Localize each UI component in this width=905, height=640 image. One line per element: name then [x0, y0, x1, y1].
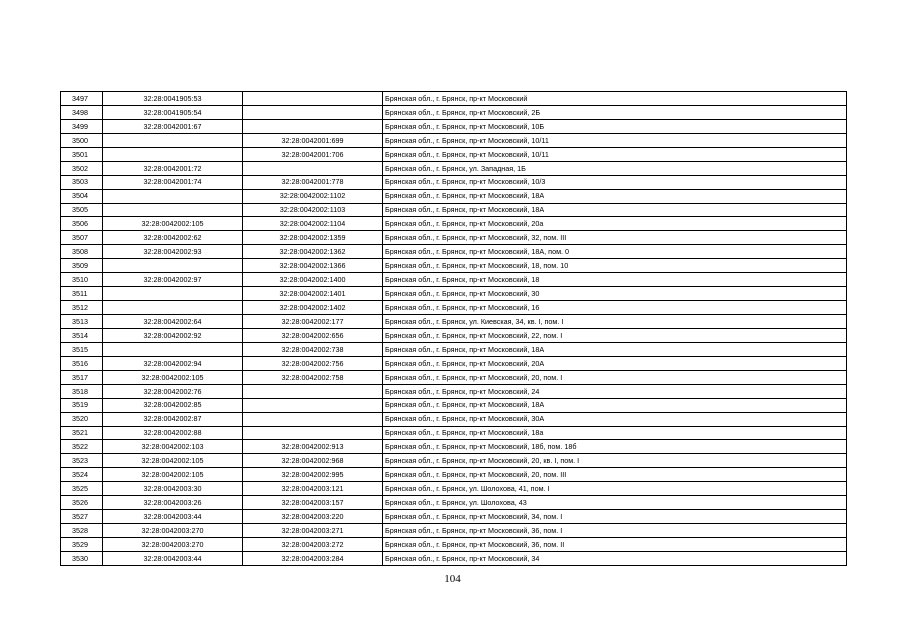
table-row — [61, 412, 847, 426]
cadastral-number-cell: 32:28:0042003:44 — [103, 510, 243, 524]
table-row — [61, 496, 847, 510]
object-cadastral-number-cell: 32:28:0042003:272 — [243, 538, 383, 552]
cadastral-number-cell: 32:28:0042002:64 — [103, 315, 243, 329]
object-cadastral-number-cell — [243, 119, 383, 133]
address-cell: Брянская обл., г. Брянск, пр-кт Московский, 36, пом. I — [383, 524, 847, 538]
table-row — [61, 454, 847, 468]
address-cell: Брянская обл., г. Брянск, пр-кт Московский, 20а — [383, 217, 847, 231]
cadastral-number-cell: 32:28:0042002:105 — [103, 217, 243, 231]
table-row — [61, 356, 847, 370]
table-row — [61, 468, 847, 482]
object-cadastral-number-cell — [243, 161, 383, 175]
cadastral-number-cell: 32:28:0041905:53 — [103, 92, 243, 106]
object-cadastral-number-cell: 32:28:0042001:778 — [243, 175, 383, 189]
row-number-cell: 3525 — [61, 482, 103, 496]
cadastral-number-cell: 32:28:0042002:92 — [103, 328, 243, 342]
object-cadastral-number-cell: 32:28:0042002:1366 — [243, 259, 383, 273]
table-row — [61, 189, 847, 203]
row-number-cell: 3527 — [61, 510, 103, 524]
table-row — [61, 342, 847, 356]
cadastral-number-cell: 32:28:0042002:87 — [103, 412, 243, 426]
object-cadastral-number-cell: 32:28:0042002:656 — [243, 328, 383, 342]
table-row — [61, 510, 847, 524]
cadastral-number-cell: 32:28:0042002:85 — [103, 398, 243, 412]
object-cadastral-number-cell: 32:28:0042002:968 — [243, 454, 383, 468]
object-cadastral-number-cell: 32:28:0042001:706 — [243, 147, 383, 161]
table-row — [61, 482, 847, 496]
row-number-cell: 3501 — [61, 147, 103, 161]
object-cadastral-number-cell: 32:28:0042003:284 — [243, 551, 383, 565]
table-row — [61, 426, 847, 440]
object-cadastral-number-cell: 32:28:0042003:157 — [243, 496, 383, 510]
address-cell: Брянская обл., г. Брянск, ул. Киевская, 34, кв. I, пом. I — [383, 315, 847, 329]
row-number-cell: 3520 — [61, 412, 103, 426]
cadastral-number-cell: 32:28:0042002:88 — [103, 426, 243, 440]
table-row — [61, 301, 847, 315]
cadastral-number-cell — [103, 189, 243, 203]
row-number-cell: 3500 — [61, 133, 103, 147]
object-cadastral-number-cell: 32:28:0042002:1402 — [243, 301, 383, 315]
address-cell: Брянская обл., г. Брянск, пр-кт Московский, 20, кв. I, пом. I — [383, 454, 847, 468]
address-cell: Брянская обл., г. Брянск, пр-кт Московский, 30А — [383, 412, 847, 426]
table-row — [61, 175, 847, 189]
object-cadastral-number-cell: 32:28:0042002:1359 — [243, 231, 383, 245]
address-cell: Брянская обл., г. Брянск, пр-кт Московский, 34, пом. I — [383, 510, 847, 524]
table-row — [61, 328, 847, 342]
object-cadastral-number-cell: 32:28:0042002:1401 — [243, 287, 383, 301]
cadastral-number-cell — [103, 147, 243, 161]
cadastral-number-cell — [103, 301, 243, 315]
cadastral-number-cell: 32:28:0042002:94 — [103, 356, 243, 370]
row-number-cell: 3519 — [61, 398, 103, 412]
row-number-cell: 3522 — [61, 440, 103, 454]
cadastral-number-cell: 32:28:0042001:72 — [103, 161, 243, 175]
row-number-cell: 3516 — [61, 356, 103, 370]
row-number-cell: 3513 — [61, 315, 103, 329]
table-row — [61, 231, 847, 245]
row-number-cell: 3528 — [61, 524, 103, 538]
row-number-cell: 3509 — [61, 259, 103, 273]
address-cell: Брянская обл., г. Брянск, пр-кт Московский, 18А — [383, 203, 847, 217]
table-row — [61, 92, 847, 106]
row-number-cell: 3529 — [61, 538, 103, 552]
address-cell: Брянская обл., г. Брянск, пр-кт Московский, 22, пом. I — [383, 328, 847, 342]
address-cell: Брянская обл., г. Брянск, пр-кт Московский, 10/11 — [383, 147, 847, 161]
table-row — [61, 273, 847, 287]
address-cell: Брянская обл., г. Брянск, пр-кт Московский, 36, пом. II — [383, 538, 847, 552]
table-row — [61, 147, 847, 161]
row-number-cell: 3506 — [61, 217, 103, 231]
row-number-cell: 3523 — [61, 454, 103, 468]
object-cadastral-number-cell: 32:28:0042002:1400 — [243, 273, 383, 287]
object-cadastral-number-cell: 32:28:0042002:738 — [243, 342, 383, 356]
row-number-cell: 3515 — [61, 342, 103, 356]
object-cadastral-number-cell: 32:28:0042002:1103 — [243, 203, 383, 217]
cadastral-number-cell: 32:28:0042002:103 — [103, 440, 243, 454]
row-number-cell: 3502 — [61, 161, 103, 175]
table-row — [61, 287, 847, 301]
table-row — [61, 133, 847, 147]
address-cell: Брянская обл., г. Брянск, ул. Шолохова, 43 — [383, 496, 847, 510]
table-row — [61, 524, 847, 538]
cadastral-number-cell: 32:28:0041905:54 — [103, 105, 243, 119]
table-row — [61, 203, 847, 217]
row-number-cell: 3530 — [61, 551, 103, 565]
row-number-cell: 3511 — [61, 287, 103, 301]
cadastral-number-cell: 32:28:0042002:62 — [103, 231, 243, 245]
object-cadastral-number-cell: 32:28:0042002:1104 — [243, 217, 383, 231]
row-number-cell: 3499 — [61, 119, 103, 133]
object-cadastral-number-cell: 32:28:0042003:121 — [243, 482, 383, 496]
address-cell: Брянская обл., г. Брянск, пр-кт Московский, 18а — [383, 426, 847, 440]
table-row — [61, 370, 847, 384]
object-cadastral-number-cell — [243, 398, 383, 412]
table-body — [61, 92, 847, 566]
cadastral-number-cell: 32:28:0042003:44 — [103, 551, 243, 565]
row-number-cell: 3514 — [61, 328, 103, 342]
address-cell: Брянская обл., г. Брянск, пр-кт Московский, 16 — [383, 301, 847, 315]
cadastral-number-cell — [103, 203, 243, 217]
row-number-cell: 3517 — [61, 370, 103, 384]
address-cell: Брянская обл., г. Брянск, пр-кт Московский, 18, пом. 10 — [383, 259, 847, 273]
table-row — [61, 440, 847, 454]
address-cell: Брянская обл., г. Брянск, пр-кт Московский, 18А — [383, 189, 847, 203]
address-cell: Брянская обл., г. Брянск, пр-кт Московский, 30 — [383, 287, 847, 301]
table-row — [61, 245, 847, 259]
row-number-cell: 3497 — [61, 92, 103, 106]
cadastral-number-cell — [103, 133, 243, 147]
cadastral-number-cell: 32:28:0042001:74 — [103, 175, 243, 189]
address-cell: Брянская обл., г. Брянск, пр-кт Московский, 18А — [383, 342, 847, 356]
table-row — [61, 538, 847, 552]
object-cadastral-number-cell: 32:28:0042003:271 — [243, 524, 383, 538]
address-cell: Брянская обл., г. Брянск, пр-кт Московский, 20А — [383, 356, 847, 370]
address-cell: Брянская обл., г. Брянск, пр-кт Московский, 20, пом. III — [383, 468, 847, 482]
table-row — [61, 259, 847, 273]
table-row — [61, 105, 847, 119]
row-number-cell: 3507 — [61, 231, 103, 245]
page-number: 104 — [444, 573, 461, 585]
cadastral-number-cell — [103, 342, 243, 356]
address-cell: Брянская обл., г. Брянск, пр-кт Московский, 20, пом. I — [383, 370, 847, 384]
row-number-cell: 3521 — [61, 426, 103, 440]
address-cell: Брянская обл., г. Брянск, пр-кт Московский, 24 — [383, 384, 847, 398]
address-cell: Брянская обл., г. Брянск, пр-кт Московский, 10Б — [383, 119, 847, 133]
cadastral-number-cell: 32:28:0042002:105 — [103, 370, 243, 384]
address-cell: Брянская обл., г. Брянск, пр-кт Московский, 2Б — [383, 105, 847, 119]
address-cell: Брянская обл., г. Брянск, пр-кт Московский, 34 — [383, 551, 847, 565]
row-number-cell: 3508 — [61, 245, 103, 259]
table-row — [61, 119, 847, 133]
cadastral-number-cell: 32:28:0042002:76 — [103, 384, 243, 398]
address-cell: Брянская обл., г. Брянск, ул. Шолохова, 41, пом. I — [383, 482, 847, 496]
row-number-cell: 3504 — [61, 189, 103, 203]
object-cadastral-number-cell: 32:28:0042002:177 — [243, 315, 383, 329]
address-cell: Брянская обл., г. Брянск, пр-кт Московский, 18б, пом. 18б — [383, 440, 847, 454]
table-row — [61, 398, 847, 412]
table-row — [61, 551, 847, 565]
address-cell: Брянская обл., г. Брянск, ул. Западная, 1Б — [383, 161, 847, 175]
cadastral-number-cell: 32:28:0042002:105 — [103, 454, 243, 468]
object-cadastral-number-cell: 32:28:0042002:995 — [243, 468, 383, 482]
cadastral-number-cell: 32:28:0042002:105 — [103, 468, 243, 482]
row-number-cell: 3498 — [61, 105, 103, 119]
cadastral-number-cell: 32:28:0042001:67 — [103, 119, 243, 133]
cadastral-number-cell: 32:28:0042003:270 — [103, 538, 243, 552]
cadastral-number-cell: 32:28:0042003:26 — [103, 496, 243, 510]
cadastral-number-cell: 32:28:0042002:97 — [103, 273, 243, 287]
cadastral-number-cell: 32:28:0042003:270 — [103, 524, 243, 538]
table-row — [61, 217, 847, 231]
address-cell: Брянская обл., г. Брянск, пр-кт Московский, 10/3 — [383, 175, 847, 189]
address-cell: Брянская обл., г. Брянск, пр-кт Московский, 10/11 — [383, 133, 847, 147]
object-cadastral-number-cell — [243, 412, 383, 426]
object-cadastral-number-cell: 32:28:0042001:699 — [243, 133, 383, 147]
object-cadastral-number-cell: 32:28:0042002:1102 — [243, 189, 383, 203]
cadastral-number-cell — [103, 259, 243, 273]
object-cadastral-number-cell — [243, 92, 383, 106]
table-row — [61, 161, 847, 175]
row-number-cell: 3503 — [61, 175, 103, 189]
row-number-cell: 3512 — [61, 301, 103, 315]
address-cell: Брянская обл., г. Брянск, пр-кт Московский, 32, пом. III — [383, 231, 847, 245]
object-cadastral-number-cell: 32:28:0042002:913 — [243, 440, 383, 454]
row-number-cell: 3526 — [61, 496, 103, 510]
table-row — [61, 384, 847, 398]
object-cadastral-number-cell — [243, 384, 383, 398]
cadastral-number-cell: 32:28:0042002:93 — [103, 245, 243, 259]
address-cell: Брянская обл., г. Брянск, пр-кт Московский, 18А, пом. 0 — [383, 245, 847, 259]
object-cadastral-number-cell: 32:28:0042002:1362 — [243, 245, 383, 259]
cadastral-table — [60, 91, 847, 566]
cadastral-number-cell: 32:28:0042003:30 — [103, 482, 243, 496]
object-cadastral-number-cell — [243, 105, 383, 119]
row-number-cell: 3510 — [61, 273, 103, 287]
object-cadastral-number-cell: 32:28:0042002:756 — [243, 356, 383, 370]
address-cell: Брянская обл., г. Брянск, пр-кт Московский, 18А — [383, 398, 847, 412]
object-cadastral-number-cell — [243, 426, 383, 440]
row-number-cell: 3505 — [61, 203, 103, 217]
address-cell: Брянская обл., г. Брянск, пр-кт Московский — [383, 92, 847, 106]
table-row — [61, 315, 847, 329]
object-cadastral-number-cell: 32:28:0042002:758 — [243, 370, 383, 384]
row-number-cell: 3524 — [61, 468, 103, 482]
address-cell: Брянская обл., г. Брянск, пр-кт Московский, 18 — [383, 273, 847, 287]
row-number-cell: 3518 — [61, 384, 103, 398]
object-cadastral-number-cell: 32:28:0042003:220 — [243, 510, 383, 524]
cadastral-number-cell — [103, 287, 243, 301]
